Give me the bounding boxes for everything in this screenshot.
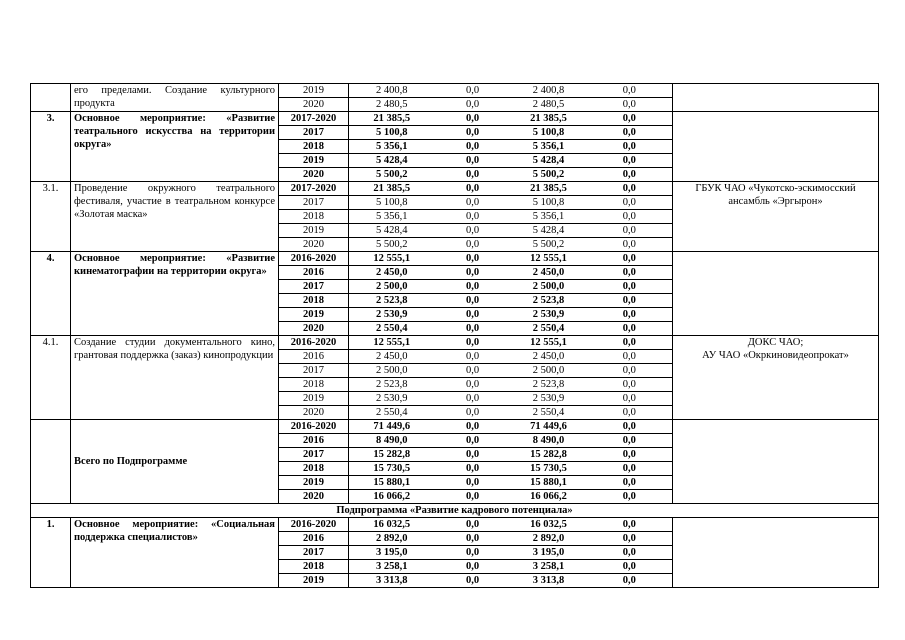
federal-cell: 0,0 bbox=[435, 350, 511, 364]
federal-cell: 0,0 bbox=[435, 210, 511, 224]
table-row bbox=[31, 84, 879, 98]
period-cell: 2019 bbox=[279, 84, 349, 98]
total-cell: 15 282,8 bbox=[349, 448, 435, 462]
table-row bbox=[31, 182, 879, 196]
federal-cell: 0,0 bbox=[435, 112, 511, 126]
subprogram-heading-row bbox=[31, 504, 879, 518]
executor-cell: ДОКС ЧАО; АУ ЧАО «Окркиновидеопрокат» bbox=[673, 336, 879, 420]
total-cell: 2 400,8 bbox=[349, 84, 435, 98]
other-cell: 0,0 bbox=[587, 560, 673, 574]
activity-name: Создание студии документального кино, грантовая поддержка (заказ) кинопродукции bbox=[71, 336, 279, 420]
total-cell: 2 530,9 bbox=[349, 392, 435, 406]
federal-cell: 0,0 bbox=[435, 238, 511, 252]
federal-cell: 0,0 bbox=[435, 392, 511, 406]
total-cell: 2 523,8 bbox=[349, 294, 435, 308]
other-cell: 0,0 bbox=[587, 420, 673, 434]
district-cell: 71 449,6 bbox=[511, 420, 587, 434]
table-row bbox=[31, 112, 879, 126]
total-cell: 15 880,1 bbox=[349, 476, 435, 490]
period-cell: 2017-2020 bbox=[279, 112, 349, 126]
district-cell: 2 500,0 bbox=[511, 364, 587, 378]
other-cell: 0,0 bbox=[587, 462, 673, 476]
total-cell: 2 530,9 bbox=[349, 308, 435, 322]
total-cell: 8 490,0 bbox=[349, 434, 435, 448]
period-cell: 2019 bbox=[279, 308, 349, 322]
other-cell: 0,0 bbox=[587, 532, 673, 546]
total-cell: 71 449,6 bbox=[349, 420, 435, 434]
federal-cell: 0,0 bbox=[435, 266, 511, 280]
period-cell: 2018 bbox=[279, 140, 349, 154]
total-cell: 5 100,8 bbox=[349, 126, 435, 140]
table-body bbox=[31, 84, 879, 588]
federal-cell: 0,0 bbox=[435, 182, 511, 196]
executor-cell: ГБУК ЧАО «Чукотско-эскимосский ансамбль «Эргырон» bbox=[673, 182, 879, 252]
federal-cell: 0,0 bbox=[435, 490, 511, 504]
federal-cell: 0,0 bbox=[435, 84, 511, 98]
executor-cell bbox=[673, 518, 879, 588]
activity-name: Основное мероприятие: «Социальная поддержка специалистов» bbox=[71, 518, 279, 588]
total-cell: 2 480,5 bbox=[349, 98, 435, 112]
federal-cell: 0,0 bbox=[435, 476, 511, 490]
total-cell: 5 100,8 bbox=[349, 196, 435, 210]
total-cell: 15 730,5 bbox=[349, 462, 435, 476]
activity-name: Проведение окружного театрального фестиваля, участие в театральном конкурсе «Золотая маска» bbox=[71, 182, 279, 252]
federal-cell: 0,0 bbox=[435, 434, 511, 448]
total-cell: 5 428,4 bbox=[349, 224, 435, 238]
period-cell: 2016-2020 bbox=[279, 518, 349, 532]
district-cell: 12 555,1 bbox=[511, 252, 587, 266]
total-cell: 5 500,2 bbox=[349, 168, 435, 182]
period-cell: 2019 bbox=[279, 154, 349, 168]
total-cell: 2 892,0 bbox=[349, 532, 435, 546]
total-cell: 3 258,1 bbox=[349, 560, 435, 574]
row-index: 4.1. bbox=[31, 336, 71, 420]
period-cell: 2016 bbox=[279, 532, 349, 546]
period-cell: 2018 bbox=[279, 210, 349, 224]
row-index: 3. bbox=[31, 112, 71, 182]
activity-name: Основное мероприятие: «Развитие театрального искусства на территории округа» bbox=[71, 112, 279, 182]
period-cell: 2018 bbox=[279, 378, 349, 392]
total-cell: 21 385,5 bbox=[349, 112, 435, 126]
row-index bbox=[31, 84, 71, 112]
other-cell: 0,0 bbox=[587, 322, 673, 336]
row-index bbox=[31, 420, 71, 504]
row-index: 4. bbox=[31, 252, 71, 336]
budget-table bbox=[30, 83, 879, 588]
total-cell: 2 500,0 bbox=[349, 280, 435, 294]
total-cell: 5 356,1 bbox=[349, 210, 435, 224]
total-cell: 5 500,2 bbox=[349, 238, 435, 252]
district-cell: 2 530,9 bbox=[511, 308, 587, 322]
district-cell: 2 450,0 bbox=[511, 266, 587, 280]
district-cell: 12 555,1 bbox=[511, 336, 587, 350]
executor-cell bbox=[673, 84, 879, 112]
district-cell: 2 400,8 bbox=[511, 84, 587, 98]
period-cell: 2016 bbox=[279, 434, 349, 448]
total-cell: 2 550,4 bbox=[349, 322, 435, 336]
district-cell: 5 356,1 bbox=[511, 210, 587, 224]
federal-cell: 0,0 bbox=[435, 420, 511, 434]
period-cell: 2018 bbox=[279, 560, 349, 574]
district-cell: 16 066,2 bbox=[511, 490, 587, 504]
table-row bbox=[31, 252, 879, 266]
district-cell: 2 892,0 bbox=[511, 532, 587, 546]
row-index: 3.1. bbox=[31, 182, 71, 252]
other-cell: 0,0 bbox=[587, 378, 673, 392]
other-cell: 0,0 bbox=[587, 308, 673, 322]
period-cell: 2020 bbox=[279, 322, 349, 336]
period-cell: 2018 bbox=[279, 462, 349, 476]
federal-cell: 0,0 bbox=[435, 462, 511, 476]
activity-name: Всего по Подпрограмме bbox=[71, 420, 279, 504]
other-cell: 0,0 bbox=[587, 476, 673, 490]
period-cell: 2016-2020 bbox=[279, 252, 349, 266]
total-cell: 2 450,0 bbox=[349, 350, 435, 364]
period-cell: 2017-2020 bbox=[279, 182, 349, 196]
other-cell: 0,0 bbox=[587, 518, 673, 532]
other-cell: 0,0 bbox=[587, 98, 673, 112]
total-cell: 16 032,5 bbox=[349, 518, 435, 532]
executor-cell bbox=[673, 252, 879, 336]
other-cell: 0,0 bbox=[587, 252, 673, 266]
period-cell: 2019 bbox=[279, 392, 349, 406]
other-cell: 0,0 bbox=[587, 490, 673, 504]
total-cell: 12 555,1 bbox=[349, 336, 435, 350]
federal-cell: 0,0 bbox=[435, 126, 511, 140]
table-row bbox=[31, 518, 879, 532]
district-cell: 2 523,8 bbox=[511, 378, 587, 392]
federal-cell: 0,0 bbox=[435, 294, 511, 308]
period-cell: 2016-2020 bbox=[279, 420, 349, 434]
other-cell: 0,0 bbox=[587, 238, 673, 252]
period-cell: 2017 bbox=[279, 364, 349, 378]
other-cell: 0,0 bbox=[587, 196, 673, 210]
other-cell: 0,0 bbox=[587, 434, 673, 448]
district-cell: 3 258,1 bbox=[511, 560, 587, 574]
total-cell: 5 428,4 bbox=[349, 154, 435, 168]
other-cell: 0,0 bbox=[587, 448, 673, 462]
period-cell: 2017 bbox=[279, 448, 349, 462]
district-cell: 2 480,5 bbox=[511, 98, 587, 112]
federal-cell: 0,0 bbox=[435, 322, 511, 336]
table-row bbox=[31, 420, 879, 434]
activity-name: его пределами. Создание культурного продукта bbox=[71, 84, 279, 112]
other-cell: 0,0 bbox=[587, 140, 673, 154]
federal-cell: 0,0 bbox=[435, 308, 511, 322]
other-cell: 0,0 bbox=[587, 112, 673, 126]
district-cell: 8 490,0 bbox=[511, 434, 587, 448]
federal-cell: 0,0 bbox=[435, 546, 511, 560]
other-cell: 0,0 bbox=[587, 294, 673, 308]
federal-cell: 0,0 bbox=[435, 532, 511, 546]
district-cell: 5 500,2 bbox=[511, 238, 587, 252]
total-cell: 21 385,5 bbox=[349, 182, 435, 196]
row-index: 1. bbox=[31, 518, 71, 588]
district-cell: 2 550,4 bbox=[511, 322, 587, 336]
period-cell: 2020 bbox=[279, 168, 349, 182]
period-cell: 2016-2020 bbox=[279, 336, 349, 350]
other-cell: 0,0 bbox=[587, 266, 673, 280]
other-cell: 0,0 bbox=[587, 350, 673, 364]
district-cell: 5 100,8 bbox=[511, 196, 587, 210]
federal-cell: 0,0 bbox=[435, 364, 511, 378]
period-cell: 2016 bbox=[279, 266, 349, 280]
district-cell: 5 428,4 bbox=[511, 224, 587, 238]
other-cell: 0,0 bbox=[587, 406, 673, 420]
district-cell: 3 195,0 bbox=[511, 546, 587, 560]
executor-cell bbox=[673, 112, 879, 182]
district-cell: 5 500,2 bbox=[511, 168, 587, 182]
period-cell: 2017 bbox=[279, 126, 349, 140]
period-cell: 2016 bbox=[279, 350, 349, 364]
other-cell: 0,0 bbox=[587, 126, 673, 140]
federal-cell: 0,0 bbox=[435, 224, 511, 238]
other-cell: 0,0 bbox=[587, 546, 673, 560]
period-cell: 2017 bbox=[279, 280, 349, 294]
total-cell: 3 313,8 bbox=[349, 574, 435, 588]
district-cell: 5 100,8 bbox=[511, 126, 587, 140]
district-cell: 21 385,5 bbox=[511, 182, 587, 196]
total-cell: 12 555,1 bbox=[349, 252, 435, 266]
total-cell: 5 356,1 bbox=[349, 140, 435, 154]
other-cell: 0,0 bbox=[587, 336, 673, 350]
district-cell: 15 282,8 bbox=[511, 448, 587, 462]
federal-cell: 0,0 bbox=[435, 196, 511, 210]
other-cell: 0,0 bbox=[587, 168, 673, 182]
period-cell: 2017 bbox=[279, 196, 349, 210]
period-cell: 2018 bbox=[279, 294, 349, 308]
federal-cell: 0,0 bbox=[435, 560, 511, 574]
period-cell: 2020 bbox=[279, 490, 349, 504]
federal-cell: 0,0 bbox=[435, 378, 511, 392]
other-cell: 0,0 bbox=[587, 364, 673, 378]
other-cell: 0,0 bbox=[587, 210, 673, 224]
federal-cell: 0,0 bbox=[435, 336, 511, 350]
federal-cell: 0,0 bbox=[435, 518, 511, 532]
period-cell: 2019 bbox=[279, 574, 349, 588]
federal-cell: 0,0 bbox=[435, 98, 511, 112]
total-cell: 2 523,8 bbox=[349, 378, 435, 392]
period-cell: 2020 bbox=[279, 406, 349, 420]
district-cell: 21 385,5 bbox=[511, 112, 587, 126]
period-cell: 2020 bbox=[279, 238, 349, 252]
district-cell: 16 032,5 bbox=[511, 518, 587, 532]
executor-cell bbox=[673, 420, 879, 504]
district-cell: 2 450,0 bbox=[511, 350, 587, 364]
total-cell: 16 066,2 bbox=[349, 490, 435, 504]
period-cell: 2019 bbox=[279, 224, 349, 238]
federal-cell: 0,0 bbox=[435, 574, 511, 588]
period-cell: 2019 bbox=[279, 476, 349, 490]
other-cell: 0,0 bbox=[587, 224, 673, 238]
federal-cell: 0,0 bbox=[435, 140, 511, 154]
federal-cell: 0,0 bbox=[435, 168, 511, 182]
district-cell: 2 530,9 bbox=[511, 392, 587, 406]
other-cell: 0,0 bbox=[587, 280, 673, 294]
period-cell: 2017 bbox=[279, 546, 349, 560]
district-cell: 2 523,8 bbox=[511, 294, 587, 308]
period-cell: 2020 bbox=[279, 98, 349, 112]
district-cell: 3 313,8 bbox=[511, 574, 587, 588]
total-cell: 2 500,0 bbox=[349, 364, 435, 378]
total-cell: 2 450,0 bbox=[349, 266, 435, 280]
activity-name: Основное мероприятие: «Развитие кинематографии на территории округа» bbox=[71, 252, 279, 336]
district-cell: 5 428,4 bbox=[511, 154, 587, 168]
subprogram-heading: Подпрограмма «Развитие кадрового потенциала» bbox=[31, 504, 879, 518]
table-row bbox=[31, 336, 879, 350]
other-cell: 0,0 bbox=[587, 84, 673, 98]
other-cell: 0,0 bbox=[587, 154, 673, 168]
federal-cell: 0,0 bbox=[435, 154, 511, 168]
other-cell: 0,0 bbox=[587, 182, 673, 196]
total-cell: 2 550,4 bbox=[349, 406, 435, 420]
district-cell: 15 880,1 bbox=[511, 476, 587, 490]
federal-cell: 0,0 bbox=[435, 406, 511, 420]
federal-cell: 0,0 bbox=[435, 448, 511, 462]
federal-cell: 0,0 bbox=[435, 280, 511, 294]
total-cell: 3 195,0 bbox=[349, 546, 435, 560]
federal-cell: 0,0 bbox=[435, 252, 511, 266]
other-cell: 0,0 bbox=[587, 392, 673, 406]
other-cell: 0,0 bbox=[587, 574, 673, 588]
district-cell: 5 356,1 bbox=[511, 140, 587, 154]
district-cell: 2 550,4 bbox=[511, 406, 587, 420]
district-cell: 15 730,5 bbox=[511, 462, 587, 476]
district-cell: 2 500,0 bbox=[511, 280, 587, 294]
